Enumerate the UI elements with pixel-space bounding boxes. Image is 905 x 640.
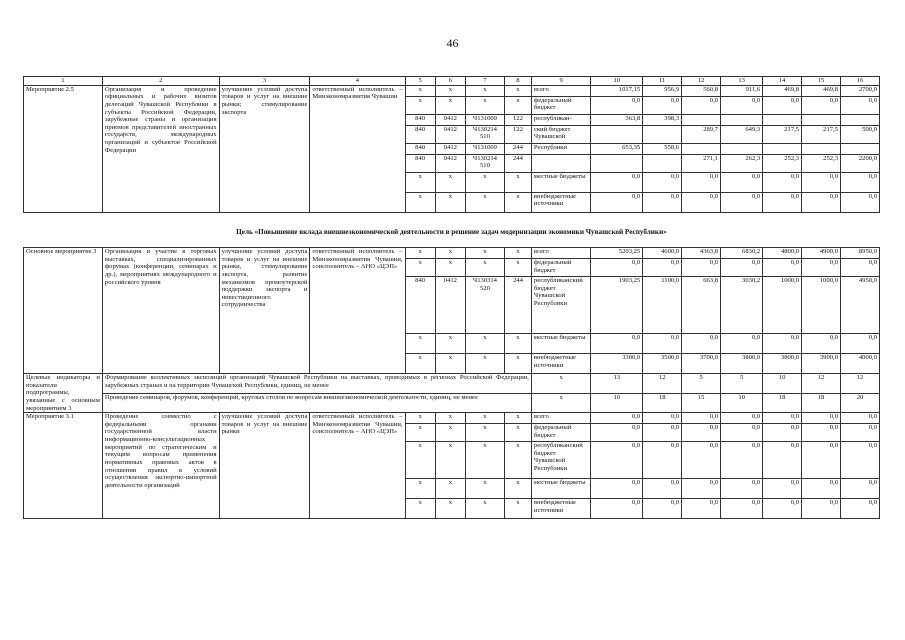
budget-code: x [435,479,465,499]
value-cell [763,143,802,154]
value-cell: 0,0 [721,424,763,442]
budget-code: x [435,442,465,479]
value-cell: 0,0 [721,334,763,354]
value-cell: 0,0 [841,424,880,442]
value-cell: 271,1 [682,154,721,172]
budget-code: x [504,479,531,499]
value-cell: 0,0 [841,172,880,192]
budget-code: x [435,96,465,114]
target-value: 13 [591,374,643,394]
value-cell [721,143,763,154]
budget-code: 122 [504,114,531,125]
value-cell: 363,8 [591,114,643,125]
value-cell [802,143,841,154]
budget-code: 840 [405,114,435,125]
value-cell: 663,8 [682,277,721,334]
value-cell: 4800,0 [763,248,802,259]
value-cell: 0,0 [763,499,802,519]
value-cell: 0,0 [682,424,721,442]
value-cell: 4600,0 [643,248,682,259]
budget-code: x [504,499,531,519]
funding-source: местные бюджеты [531,172,590,192]
measure-result: улучшение условий доступа товаров и услуг на внешние рынки; стимулирование экспорта [219,85,310,212]
funding-source: ский бюджет Чувашской [531,125,590,143]
column-number: 4 [310,77,405,86]
value-cell: 0,0 [841,192,880,212]
value-cell: 4950,0 [841,277,880,334]
budget-code: x [405,259,435,277]
funding-source: внебюджетные источники [531,192,590,212]
value-cell: 0,0 [802,424,841,442]
value-cell [643,154,682,172]
target-indicator-row [24,374,880,394]
value-cell: 398,3 [643,114,682,125]
value-cell: 0,0 [721,442,763,479]
budget-code: x [405,248,435,259]
budget-code: x [405,96,435,114]
value-cell: 0,0 [763,442,802,479]
budget-code: x [435,85,465,96]
value-cell: 4363,8 [682,248,721,259]
target-indicator-text: Проведение семинаров, форумов, конференций, круглых столов по вопросам внешнеэкономической деятельности, единиц, не менее [102,393,531,413]
budget-code: x [466,354,505,374]
budget-code: x [405,172,435,192]
page-number: 46 [446,36,459,50]
value-cell: 0,0 [721,479,763,499]
budget-code: x [504,334,531,354]
value-cell [643,125,682,143]
value-cell: 0,0 [591,259,643,277]
value-cell: 0,0 [682,259,721,277]
value-cell: 3700,0 [682,354,721,374]
value-cell: 1100,0 [643,277,682,334]
funding-source: федеральный бюджет [531,424,590,442]
value-cell: 1000,0 [802,277,841,334]
budget-code: x [405,499,435,519]
budget-code: x [435,259,465,277]
budget-code: Ч130214 510 [466,154,505,172]
column-number: 9 [531,77,590,86]
value-cell: 2700,0 [841,85,880,96]
value-cell [591,154,643,172]
column-number: 13 [721,77,763,86]
budget-code: x [504,96,531,114]
funding-source: внебюджетные источники [531,499,590,519]
budget-code: 0412 [435,277,465,334]
budget-code: Ч130314 520 [466,277,505,334]
value-cell: 0,0 [841,96,880,114]
budget-code: x [435,248,465,259]
value-cell: 3800,0 [721,354,763,374]
value-cell: 956,9 [643,85,682,96]
budget-code: 0412 [435,154,465,172]
value-cell: 0,0 [841,442,880,479]
budget-code: x [466,479,505,499]
budget-code: x [435,424,465,442]
funding-source: всего [531,248,590,259]
value-cell: 0,0 [591,192,643,212]
value-cell: 0,0 [841,259,880,277]
budget-code: x [504,248,531,259]
budget-code: x [504,413,531,424]
value-cell [682,143,721,154]
budget-code: x [435,192,465,212]
value-cell: 0,0 [763,96,802,114]
target-indicator-text: Формирование коллективных экспозиций организаций Чувашской Республики на выставках, проводимых в регионах Российской Федерации, зарубежных странах и на территории Чувашской Республики, единиц, не менее [102,374,531,394]
value-cell: 0,0 [643,499,682,519]
value-cell: 0,0 [802,334,841,354]
value-cell: 0,0 [841,499,880,519]
value-cell: 252,3 [802,154,841,172]
value-cell: 0,0 [802,413,841,424]
budget-code: x [466,85,505,96]
value-cell: 1903,25 [591,277,643,334]
table-row [24,413,880,424]
value-cell: 0,0 [643,442,682,479]
value-cell: 0,0 [763,413,802,424]
column-number: 6 [435,77,465,86]
measure-responsible: ответственный исполнитель – Минэкономразвития Чувашии, соисполнитель – АНО «ЦЭП» [310,248,405,374]
value-cell: 217,5 [802,125,841,143]
budget-code: x [504,442,531,479]
funding-source: местные бюджеты [531,334,590,354]
value-cell [841,143,880,154]
budget-code: x [435,334,465,354]
budget-code: 244 [504,154,531,172]
value-cell: 0,0 [763,259,802,277]
budget-code: Ч131009 [466,114,505,125]
budget-code: x [405,442,435,479]
measure-result: улучшение условий доступа товаров и услуг на внешние рынки, стимулирование экспорта, развитие механизмов промоутерской поддержки экспорта и инвестиционного сотрудничества [219,248,310,374]
value-cell: 0,0 [643,334,682,354]
target-value: 12 [802,374,841,394]
budget-code: x [466,499,505,519]
target-value: 5 [682,374,721,394]
measure-result: улучшение условий доступа товаров и услуг на внешние рынки [219,413,310,519]
budget-code: 840 [405,277,435,334]
measure-description: Проведение совместно с федеральными органами государственной власти информационно-консультационных мероприятий по стратегическим и текущим вопросам применения нормативных правовых актов в отношении правил в условий осуществления экспортно-импортной деятельности организаций [102,413,219,519]
value-cell: 0,0 [802,479,841,499]
budget-code: x [466,259,505,277]
funding-source: федеральный бюджет [531,96,590,114]
value-cell: 0,0 [802,259,841,277]
target-value: 18 [763,393,802,413]
budget-code: 0412 [435,143,465,154]
funding-source: всего [531,85,590,96]
value-cell: 289,7 [682,125,721,143]
funding-source: республиканский бюджет Чувашской Республики [531,277,590,334]
value-cell [682,114,721,125]
budget-code: Ч130214 510 [466,125,505,143]
value-cell: 0,0 [591,442,643,479]
value-cell: 469,8 [802,85,841,96]
target-value: 20 [841,393,880,413]
budget-code: x [504,85,531,96]
budget-code: x [466,96,505,114]
target-value: 5 [721,374,763,394]
value-cell: 0,0 [682,334,721,354]
budget-code: x [466,442,505,479]
measure-description: Организация и проведение официальных и рабочих визитов делегаций Чувашской Республики в субъекты Российской Федерации, зарубежные страны и организация приемов представителей иностранных государств, международных организаций и субъектов Российской Федерации [102,85,219,212]
funding-source: внебюджетные источники [531,354,590,374]
measure-name: Мероприятие 3.1 [24,413,103,519]
value-cell: 0,0 [682,413,721,424]
value-cell: 0,0 [721,192,763,212]
target-indicators-label: Целевые индикаторы и показатели подпрограммы, увязанные с основным мероприятием 3 [24,374,103,413]
value-cell: 0,0 [721,172,763,192]
value-cell: 0,0 [682,172,721,192]
target-value: 10 [721,393,763,413]
funding-source: всего [531,413,590,424]
value-cell: 0,0 [591,499,643,519]
value-cell: 0,0 [643,413,682,424]
value-cell: 469,8 [763,85,802,96]
budget-code: x [405,192,435,212]
value-cell: 0,0 [591,479,643,499]
value-cell: 6830,2 [721,248,763,259]
budget-code: x [405,334,435,354]
value-cell: 0,0 [802,96,841,114]
value-cell: 0,0 [763,192,802,212]
budget-code: 840 [405,154,435,172]
value-cell: 0,0 [841,413,880,424]
budget-code: x [466,172,505,192]
value-cell: 8950,0 [841,248,880,259]
budget-code: 244 [504,277,531,334]
budget-code: x [435,172,465,192]
value-cell: 0,0 [643,192,682,212]
value-cell: 4000,0 [841,354,880,374]
column-number: 8 [504,77,531,86]
value-cell: 0,0 [591,424,643,442]
budget-code: x [405,354,435,374]
target-value: 12 [643,374,682,394]
value-cell: 0,0 [591,413,643,424]
budget-code: Ч131009 [466,143,505,154]
value-cell: 0,0 [841,334,880,354]
value-cell: 252,3 [763,154,802,172]
target-value: 18 [802,393,841,413]
value-cell [721,114,763,125]
value-cell: 3900,0 [802,354,841,374]
value-cell: 0,0 [763,172,802,192]
value-cell: 3030,2 [721,277,763,334]
budget-code: x [405,479,435,499]
budget-code: x [435,499,465,519]
value-cell [763,114,802,125]
value-cell: 560,8 [682,85,721,96]
funding-source: республиканский бюджет Чувашской Республики [531,442,590,479]
value-cell: 0,0 [643,96,682,114]
value-cell: 0,0 [643,479,682,499]
value-cell: 653,35 [591,143,643,154]
measure-name: Мероприятие 2.5 [24,85,103,212]
target-value: 12 [841,374,880,394]
value-cell: 0,0 [802,192,841,212]
budget-code: x [504,172,531,192]
budget-code: 0412 [435,114,465,125]
budget-code: x [435,354,465,374]
funding-source [531,154,590,172]
budget-code: 244 [504,143,531,154]
budget-code: x [504,192,531,212]
target-indicator-row [24,393,880,413]
budget-code: 840 [405,125,435,143]
value-cell: 558,6 [643,143,682,154]
value-cell: 0,0 [721,96,763,114]
funding-source: республикан- [531,114,590,125]
value-cell: 0,0 [682,479,721,499]
column-number: 5 [405,77,435,86]
budget-code: x [466,413,505,424]
budget-code: x [405,413,435,424]
column-number: 16 [841,77,880,86]
funding-source: федеральный бюджет [531,259,590,277]
value-cell: 0,0 [682,442,721,479]
measure-name: Основное мероприятие 3 [24,248,103,374]
value-cell: 0,0 [682,499,721,519]
budget-code: x [405,85,435,96]
value-cell: 0,0 [643,259,682,277]
target-value: 10 [591,393,643,413]
target-value: 18 [643,393,682,413]
value-cell: 0,0 [591,334,643,354]
funding-source: местные бюджеты [531,479,590,499]
measure-responsible: ответственный исполнитель – Минэкономразвития Чувашии [310,85,405,212]
value-cell: 0,0 [721,413,763,424]
budget-code: x [504,259,531,277]
budget-code: x [466,424,505,442]
value-cell: 3300,0 [591,354,643,374]
table-row [24,248,880,259]
value-cell: 0,0 [841,479,880,499]
column-number: 14 [763,77,802,86]
column-number: 15 [802,77,841,86]
value-cell: 2200,0 [841,154,880,172]
value-cell: 0,0 [802,172,841,192]
table-row [24,85,880,96]
budget-code: x [435,413,465,424]
goal-heading: Цель «Повышение вклада внешнеэкономической деятельности в решение задач модернизации экономики Чувашской Республики» [236,228,667,236]
value-cell: x [531,393,590,413]
value-cell: 0,0 [682,96,721,114]
budget-code: x [504,424,531,442]
value-cell: 0,0 [591,172,643,192]
budget-code: x [504,354,531,374]
budget-code: 0412 [435,125,465,143]
funding-source: Республики [531,143,590,154]
budget-code: 840 [405,143,435,154]
value-cell: 0,0 [721,259,763,277]
column-number: 11 [643,77,682,86]
value-cell: 0,0 [802,442,841,479]
value-cell: 1000,0 [763,277,802,334]
value-cell: 0,0 [802,499,841,519]
value-cell: 4900,0 [802,248,841,259]
value-cell: 262,3 [721,154,763,172]
budget-code: x [466,192,505,212]
budget-code: 122 [504,125,531,143]
value-cell: 1017,15 [591,85,643,96]
budget-code: x [466,334,505,354]
column-number: 12 [682,77,721,86]
budget-table-part2 [23,247,880,519]
column-number: 3 [219,77,310,86]
value-cell [591,125,643,143]
budget-code: x [466,248,505,259]
value-cell: 500,0 [841,125,880,143]
column-number: 7 [466,77,505,86]
target-value: 15 [682,393,721,413]
value-cell: 0,0 [643,424,682,442]
value-cell: 217,5 [763,125,802,143]
value-cell: 0,0 [682,192,721,212]
value-cell: 0,0 [763,479,802,499]
measure-responsible: ответственный исполнитель – Минэкономразвития Чувашии, соисполнитель – АНО «ЦЭП» [310,413,405,519]
value-cell [841,114,880,125]
value-cell: 0,0 [763,424,802,442]
value-cell: 649,3 [721,125,763,143]
value-cell: x [531,374,590,394]
column-number: 2 [102,77,219,86]
column-number: 10 [591,77,643,86]
value-cell: 911,6 [721,85,763,96]
budget-code: x [405,424,435,442]
value-cell: 0,0 [721,499,763,519]
value-cell: 3500,0 [643,354,682,374]
column-number: 1 [24,77,103,86]
target-value: 10 [763,374,802,394]
value-cell: 0,0 [763,334,802,354]
column-number-row [24,77,880,86]
value-cell: 5203,25 [591,248,643,259]
value-cell [802,114,841,125]
value-cell: 3800,0 [763,354,802,374]
budget-table-part1 [23,76,880,213]
measure-description: Организация и участие в торговых выставках, специализированных форумах (конференции, семинарах и др.), мероприятиях международного и российского уровня [102,248,219,374]
value-cell: 0,0 [591,96,643,114]
value-cell: 0,0 [643,172,682,192]
